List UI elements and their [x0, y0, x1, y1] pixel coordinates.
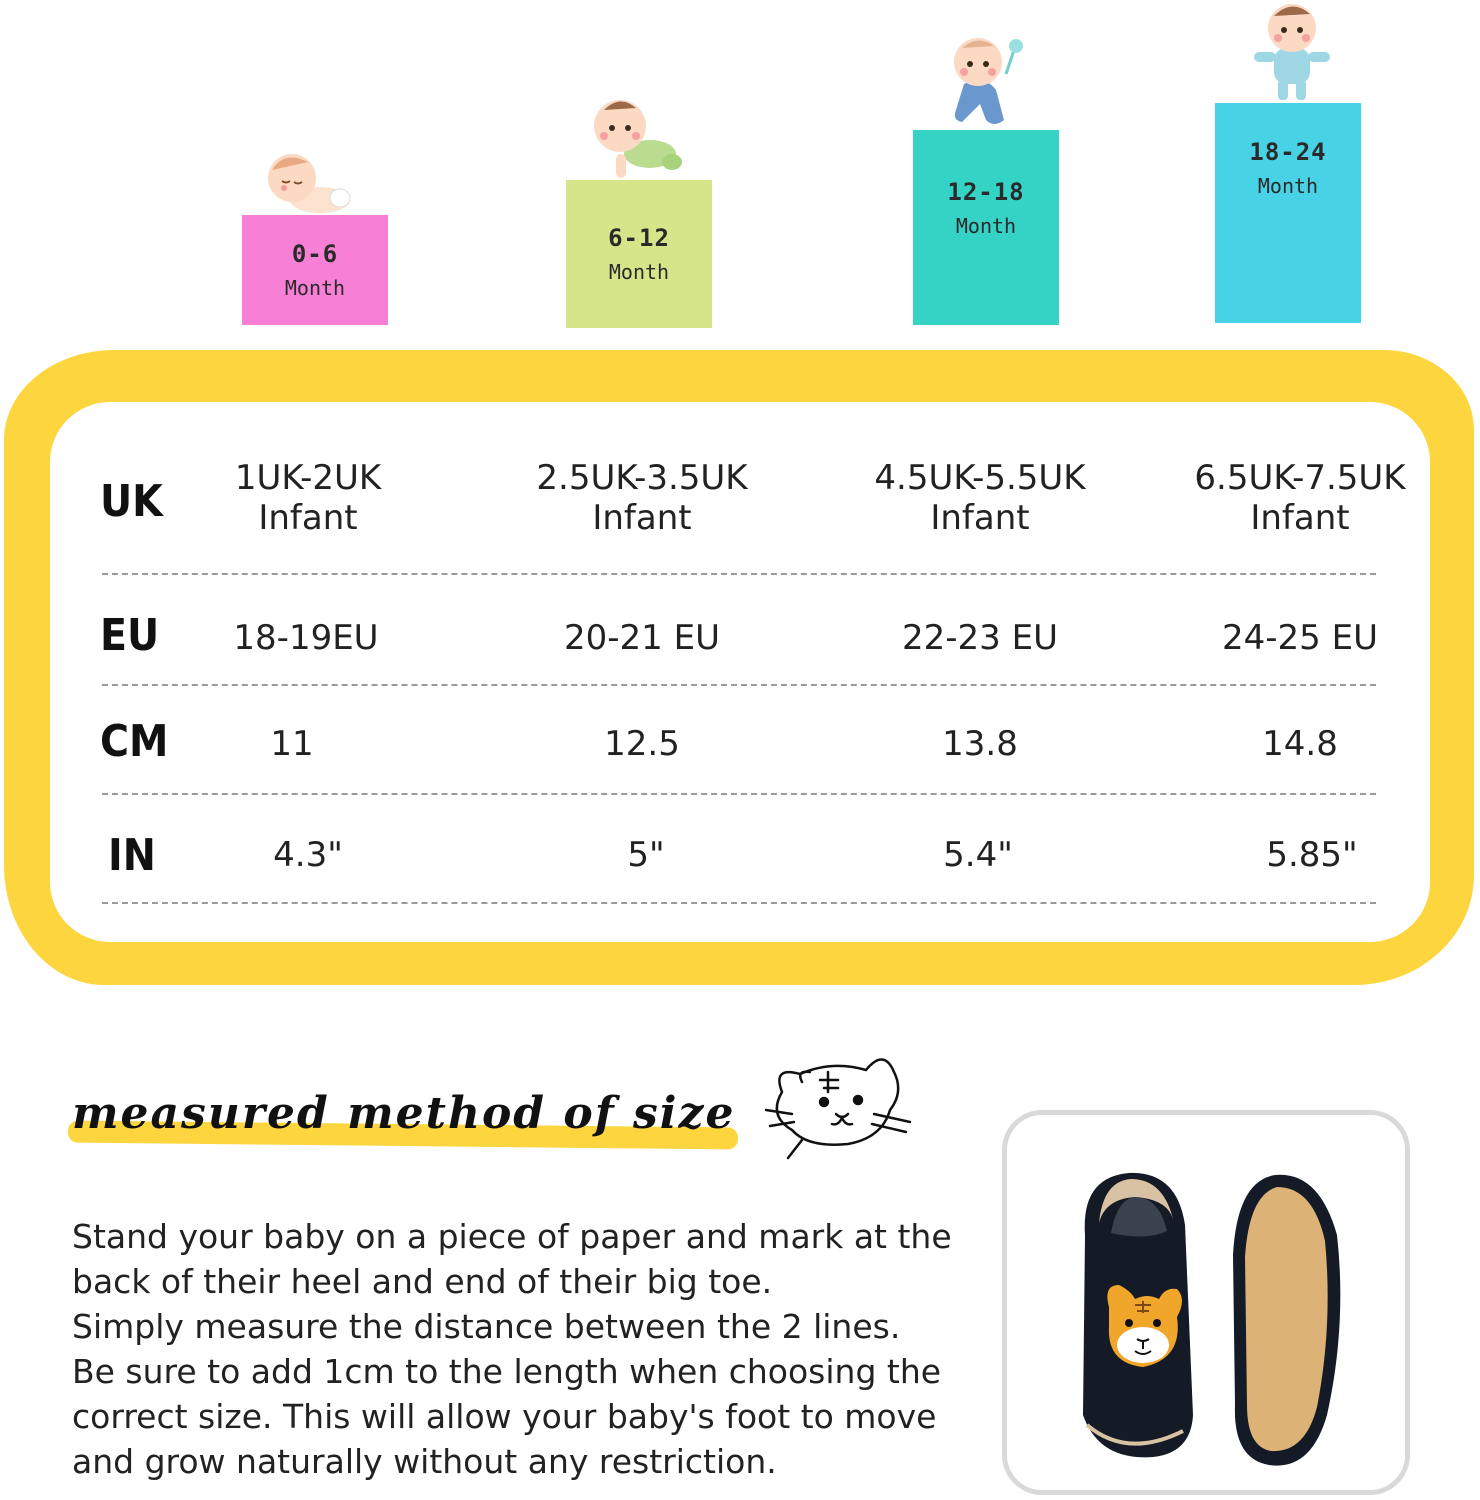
- row-label-eu: EU: [100, 610, 160, 661]
- instruction-line: correct size. This will allow your baby's foot to move: [72, 1397, 937, 1436]
- uk-size: 2.5UK-3.5UK: [536, 458, 748, 498]
- eu-cell: 18-19EU: [233, 618, 379, 658]
- row-label-in: IN: [108, 830, 156, 881]
- row-label-cm: CM: [100, 716, 169, 767]
- uk-size-type: Infant: [258, 498, 358, 538]
- row-divider: [102, 793, 1376, 795]
- cm-cell: 12.5: [604, 724, 680, 764]
- age-range: 0-6: [291, 240, 339, 268]
- sitting-baby-icon: [944, 34, 1028, 130]
- instruction-line: back of their heel and end of their big toe.: [72, 1262, 773, 1301]
- age-unit: Month: [1257, 174, 1319, 198]
- age-unit: Month: [955, 213, 1017, 238]
- age-block-6-12: [566, 180, 712, 328]
- in-cell: 5.85": [1266, 835, 1358, 875]
- standing-baby-icon: [1250, 0, 1334, 104]
- uk-size: 6.5UK-7.5UK: [1194, 458, 1406, 498]
- uk-cell: [512, 458, 772, 538]
- eu-cell: 20-21 EU: [564, 618, 720, 658]
- uk-size: 4.5UK-5.5UK: [874, 458, 1086, 498]
- row-divider: [102, 573, 1376, 575]
- age-block-0-6: [242, 215, 388, 325]
- row-label-uk: UK: [100, 476, 163, 527]
- instruction-line: Stand your baby on a piece of paper and mark at the: [72, 1217, 952, 1256]
- cm-cell: 13.8: [942, 724, 1018, 764]
- age-range: 6-12: [608, 224, 670, 252]
- crawling-baby-icon: [586, 96, 686, 180]
- age-unit: Month: [284, 276, 346, 300]
- in-cell: 5": [627, 835, 665, 875]
- eu-cell: 24-25 EU: [1222, 618, 1378, 658]
- uk-cell: [1170, 458, 1430, 538]
- shoe-top-view: [1083, 1173, 1193, 1457]
- uk-cell: [850, 458, 1110, 538]
- age-unit: Month: [608, 260, 670, 284]
- baby-shoes-image: [1007, 1115, 1405, 1490]
- in-cell: 4.3": [273, 835, 343, 875]
- sleeping-baby-icon: [262, 148, 358, 218]
- product-image-card: [1002, 1110, 1410, 1495]
- instruction-line: Simply measure the distance between the 2 lines.: [72, 1307, 901, 1346]
- uk-size-type: Infant: [592, 498, 692, 538]
- cm-cell: 14.8: [1262, 724, 1338, 764]
- instruction-line: Be sure to add 1cm to the length when choosing the: [72, 1352, 942, 1391]
- row-divider: [102, 902, 1376, 904]
- tiger-sketch-icon: [762, 1052, 914, 1160]
- instruction-line: and grow naturally without any restriction.: [72, 1442, 777, 1481]
- age-range: 18-24: [1249, 138, 1327, 166]
- measurement-instructions: [72, 1214, 982, 1484]
- row-divider: [102, 684, 1376, 686]
- uk-size: 1UK-2UK: [234, 458, 382, 498]
- shoe-sole-view: [1233, 1175, 1340, 1466]
- uk-size-type: Infant: [1250, 498, 1350, 538]
- uk-cell: [178, 458, 438, 538]
- age-block-18-24: [1215, 103, 1361, 323]
- age-block-12-18: [913, 130, 1059, 325]
- uk-size-type: Infant: [930, 498, 1030, 538]
- cm-cell: 11: [270, 724, 314, 764]
- eu-cell: 22-23 EU: [902, 618, 1058, 658]
- measurement-heading: measured method of size: [72, 1088, 736, 1139]
- in-cell: 5.4": [943, 835, 1013, 875]
- age-range: 12-18: [947, 177, 1025, 206]
